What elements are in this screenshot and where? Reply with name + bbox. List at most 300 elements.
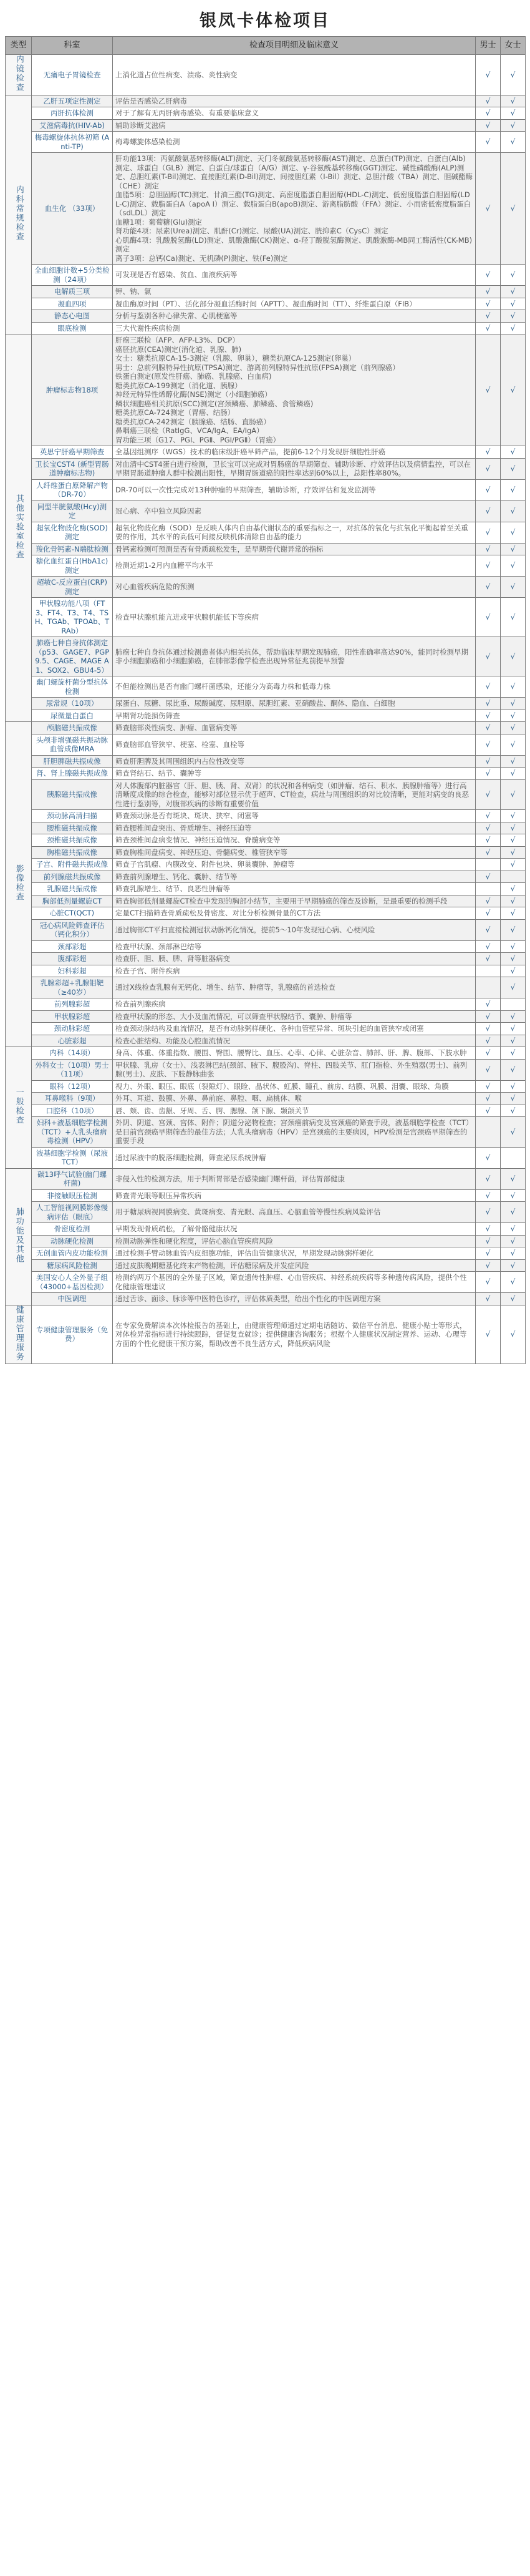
description-cell: 通过检测手臂动脉血管内皮细胞功能，评估血管健康状况，早期发现动脉粥样硬化	[113, 1247, 476, 1260]
check-mark-icon: √	[485, 287, 491, 296]
table-row	[6, 1093, 526, 1105]
male-check-cell	[476, 1272, 501, 1293]
check-mark-icon: √	[510, 739, 516, 749]
description-cell: 通过尿液中的脱落细胞检测，筛查泌尿系统肿瘤	[113, 1147, 476, 1168]
female-check-cell	[501, 859, 526, 871]
check-mark-icon: √	[485, 1208, 491, 1217]
check-mark-icon: √	[510, 120, 516, 130]
male-check-cell	[476, 334, 501, 446]
description-cell: 检查颈动脉结构及血流情况，是否有动脉粥样硬化、各种血管壁异常、斑块引起的血管狭窄或闭塞	[113, 1023, 476, 1035]
table-row	[6, 1223, 526, 1236]
table-row	[6, 153, 526, 265]
check-mark-icon: √	[485, 203, 491, 213]
check-mark-icon: √	[485, 699, 491, 708]
subject-cell: 英思宁肝癌早期筛查	[32, 446, 113, 459]
female-check-cell	[501, 55, 526, 95]
male-check-cell	[476, 55, 501, 95]
subject-cell: 妇科彩超	[32, 965, 113, 977]
category-label: 健康管理服务	[14, 1305, 24, 1362]
description-cell: 定量CT扫描筛查骨质疏松及骨密度、对比分析检测骨量的CT方法	[113, 907, 476, 920]
female-check-cell	[501, 322, 526, 334]
check-mark-icon: √	[485, 270, 491, 280]
check-mark-icon: √	[485, 527, 491, 537]
description-cell: 检查子宫、附件疾病	[113, 965, 476, 977]
table-row	[6, 907, 526, 920]
table-row	[6, 598, 526, 637]
description-cell: 早期发现骨质疏松，了解骨骼健康状况	[113, 1223, 476, 1236]
male-check-cell	[476, 1259, 501, 1272]
page-title: 银凤卡体检项目	[200, 11, 330, 31]
check-mark-icon: √	[510, 385, 516, 394]
female-check-cell	[501, 107, 526, 120]
table-row	[6, 1035, 526, 1047]
male-check-cell	[476, 1247, 501, 1260]
check-mark-icon: √	[510, 561, 516, 570]
subject-cell: 颈部彩超	[32, 940, 113, 953]
male-check-cell	[476, 871, 501, 883]
check-mark-icon: √	[485, 954, 491, 963]
subject-cell: 糖尿病风险检测	[32, 1259, 113, 1272]
table-row	[6, 919, 526, 940]
female-check-cell	[501, 1223, 526, 1236]
subject-cell: 动脉硬化检测	[32, 1235, 113, 1247]
check-mark-icon: √	[485, 311, 491, 320]
table-row	[6, 1023, 526, 1035]
table-row	[6, 859, 526, 871]
category-cell	[6, 722, 32, 1047]
check-mark-icon: √	[510, 1081, 516, 1091]
table-row	[6, 834, 526, 847]
female-check-cell	[501, 265, 526, 286]
check-mark-icon: √	[510, 651, 516, 661]
female-check-cell	[501, 310, 526, 323]
table-row	[6, 479, 526, 500]
description-cell: 对心血管疾病危险的预测	[113, 577, 476, 598]
description-cell: 在专家免费解读本次体检报告的基础上，由健康管理师通过定期电话随访、微信平台消息、健康小贴士等形式，对体检异常指标进行持续跟踪，督促复查就诊；提供健康咨询服务；根据个人健康状况制定营养、运动、心理等方面的个性化健康干预方案，帮助改善不良生活方式，降低疾病风险	[113, 1305, 476, 1364]
check-mark-icon: √	[510, 287, 516, 296]
check-mark-icon: √	[485, 1000, 491, 1008]
male-check-cell	[476, 859, 501, 871]
female-check-cell	[501, 977, 526, 998]
table-row	[6, 1293, 526, 1305]
subject-cell: 乙肝五项定性测定	[32, 95, 113, 107]
header-desc: 检查项目明细及临床意义	[113, 37, 476, 55]
table-row	[6, 132, 526, 153]
female-check-cell	[501, 871, 526, 883]
description-cell: 检测近期1-2月内血糖平均水平	[113, 555, 476, 577]
description-cell: 筛查青光眼等眼压异常疾病	[113, 1189, 476, 1202]
subject-cell: 凝血四项	[32, 298, 113, 310]
category-cell	[6, 334, 32, 722]
check-mark-icon: √	[510, 323, 516, 333]
check-mark-icon: √	[510, 823, 516, 832]
category-label: 内科常规检查	[14, 185, 24, 242]
check-mark-icon: √	[510, 1224, 516, 1233]
check-mark-icon: √	[485, 1012, 491, 1021]
check-mark-icon: √	[510, 1036, 516, 1045]
male-check-cell	[476, 1202, 501, 1223]
male-check-cell	[476, 598, 501, 637]
check-mark-icon: √	[510, 1330, 516, 1339]
description-cell: 检查甲状腺的形态、大小及血流情况，可以筛查甲状腺结节、囊肿、肿瘤等	[113, 1010, 476, 1023]
check-mark-icon: √	[510, 860, 516, 869]
description-cell: 视力、外眼、眼压、眼底（裂隙灯）、眼睑、晶状体、虹膜、瞳孔、前房、结膜、巩膜、泪囊、眼球、角膜	[113, 1080, 476, 1093]
subject-cell: 心脏CT(QCT)	[32, 907, 113, 920]
subject-cell: 颅脑磁共振成像	[32, 722, 113, 734]
description-cell: 上消化道占位性病变、溃疡、炎性病变	[113, 55, 476, 95]
table-row	[6, 1247, 526, 1260]
female-check-cell	[501, 1259, 526, 1272]
description-cell: 通过舌诊、面诊、脉诊等中医特色诊疗，评估体质类型，给出个性化的中医调理方案	[113, 1293, 476, 1305]
description-cell: 筛查肾结石、结节、囊肿等	[113, 768, 476, 780]
male-check-cell	[476, 265, 501, 286]
table-body	[6, 55, 526, 1364]
description-cell: 可发现是否有感染、贫血、血液疾病等	[113, 265, 476, 286]
check-mark-icon: √	[485, 909, 491, 917]
female-check-cell	[501, 722, 526, 734]
table-row	[6, 1047, 526, 1060]
check-mark-icon: √	[510, 527, 516, 537]
check-mark-icon: √	[510, 1249, 516, 1257]
check-mark-icon: √	[510, 70, 516, 79]
male-check-cell	[476, 119, 501, 132]
male-check-cell	[476, 577, 501, 598]
table-row	[6, 55, 526, 95]
subject-cell: 同型半胱氨酸(Hcy)测定	[32, 500, 113, 522]
description-cell: 不但能检测出是否有幽门螺杆菌感染，还能分为高毒力株和低毒力株	[113, 676, 476, 698]
check-mark-icon: √	[485, 485, 491, 494]
check-mark-icon: √	[485, 612, 491, 622]
subject-cell: 颈动脉彩超	[32, 1023, 113, 1035]
check-mark-icon: √	[510, 925, 516, 934]
female-check-cell	[501, 919, 526, 940]
description-cell: 三大代谢性疾病检测	[113, 322, 476, 334]
check-mark-icon: √	[485, 925, 491, 934]
male-check-cell	[476, 1059, 501, 1080]
female-check-cell	[501, 907, 526, 920]
check-mark-icon: √	[485, 137, 491, 147]
subject-cell: 碳13呼气试验(幽门螺杆菌)	[32, 1168, 113, 1189]
table-row	[6, 577, 526, 598]
description-cell: DR-70可以一次性完成对13种肿瘤的早期筛查，辅助诊断，疗效评估和复发监测等	[113, 479, 476, 500]
check-mark-icon: √	[485, 651, 491, 661]
male-check-cell	[476, 1223, 501, 1236]
check-mark-icon: √	[485, 464, 491, 473]
check-mark-icon: √	[510, 942, 516, 951]
check-mark-icon: √	[510, 909, 516, 917]
male-check-cell	[476, 1305, 501, 1364]
subject-cell: 全血细胞计数+5分类检测（24项）	[32, 265, 113, 286]
subject-cell: 口腔科（10项）	[32, 1105, 113, 1117]
check-mark-icon: √	[510, 485, 516, 494]
description-cell: 非侵入性的检测方法，用于判断胃部是否感染幽门螺杆菌，评估胃部健康	[113, 1168, 476, 1189]
check-mark-icon: √	[510, 847, 516, 857]
male-check-cell	[476, 322, 501, 334]
female-check-cell	[501, 1093, 526, 1105]
check-mark-icon: √	[510, 1012, 516, 1021]
male-check-cell	[476, 458, 501, 479]
description-cell: 冠心病、卒中独立风险因素	[113, 500, 476, 522]
description-cell: 筛查脑部炎性病变、肿瘤、血管病变等	[113, 722, 476, 734]
check-mark-icon: √	[485, 109, 491, 117]
female-check-cell	[501, 1305, 526, 1364]
check-mark-icon: √	[485, 836, 491, 844]
subject-cell: 胸部低剂量螺旋CT	[32, 895, 113, 907]
description-cell: 筛查腰椎间盘突出、骨质增生、神经压迫等	[113, 822, 476, 834]
table-row	[6, 998, 526, 1011]
table-row	[6, 698, 526, 710]
description-cell: 凝血酶原时间（PT）、活化部分凝血活酶时间（APTT）、凝血酶时间（TT）、纤维蛋白原（FIB）	[113, 298, 476, 310]
male-check-cell	[476, 907, 501, 920]
subject-cell: 中医调理	[32, 1293, 113, 1305]
male-check-cell	[476, 834, 501, 847]
female-check-cell	[501, 132, 526, 153]
subject-cell: 静态心电图	[32, 310, 113, 323]
male-check-cell	[476, 522, 501, 543]
subject-cell: 子宫、附件磁共振成像	[32, 859, 113, 871]
table-row	[6, 940, 526, 953]
description-cell: 检查甲状腺机能亢进或甲状腺机能低下等疾病	[113, 598, 476, 637]
subject-cell: 超氧化物歧化酶(SOD)测定	[32, 522, 113, 543]
subject-cell: 胸椎磁共振成像	[32, 846, 113, 859]
table-row	[6, 1305, 526, 1364]
subject-cell: 非接触眼压检测	[32, 1189, 113, 1202]
subject-cell: 前列腺磁共振成像	[32, 871, 113, 883]
subject-cell: 糖化血红蛋白(HbA1c)测定	[32, 555, 113, 577]
description-cell: 对人体腹部内脏器官（肝、胆、胰、肾、双肾）的状况和各种病变（如肿瘤、结石、积水、胰腺肿瘤等）进行高清晰度成像的综合检查，能够对部位显示优于超声、CT检查，病灶与周围组织的对比较清晰，更能对病变的良恶性进行鉴别等，对腹部疾病的诊断有重要价值	[113, 779, 476, 810]
table-row	[6, 298, 526, 310]
check-mark-icon: √	[510, 137, 516, 147]
check-mark-icon: √	[485, 1153, 491, 1162]
male-check-cell	[476, 1168, 501, 1189]
male-check-cell	[476, 722, 501, 734]
male-check-cell	[476, 846, 501, 859]
subject-cell: 肿瘤标志物18项	[32, 334, 113, 446]
table-row	[6, 334, 526, 446]
check-mark-icon: √	[510, 711, 516, 720]
female-check-cell	[501, 500, 526, 522]
male-check-cell	[476, 810, 501, 822]
female-check-cell	[501, 286, 526, 298]
description-cell: 辅助诊断艾滋病	[113, 119, 476, 132]
female-check-cell	[501, 779, 526, 810]
check-mark-icon: √	[485, 561, 491, 570]
description-cell: 检查甲状腺、颈部淋巴结等	[113, 940, 476, 953]
description-cell: 对血清中CST4蛋白进行检测，卫长宝可以完成对胃肠癌的早期筛查、辅助诊断、疗效评估以及病情监控，可以在早期胃肠道肿瘤人群中检测出阳性，早期胃肠道癌的阳性率达到60%以上，总阳性率80%。	[113, 458, 476, 479]
female-check-cell	[501, 1105, 526, 1117]
female-check-cell	[501, 1293, 526, 1305]
subject-cell: 妇科+液基细胞学检测（TCT）+人乳头瘤病毒检测（HPV）	[32, 1117, 113, 1148]
description-cell: 对于了解有无丙肝病毒感染、有重要临床意义	[113, 107, 476, 120]
male-check-cell	[476, 676, 501, 698]
female-check-cell	[501, 883, 526, 895]
male-check-cell	[476, 555, 501, 577]
check-mark-icon: √	[485, 1065, 491, 1074]
check-mark-icon: √	[485, 1294, 491, 1303]
check-mark-icon: √	[485, 790, 491, 799]
female-check-cell	[501, 577, 526, 598]
male-check-cell	[476, 1235, 501, 1247]
female-check-cell	[501, 637, 526, 676]
check-mark-icon: √	[485, 506, 491, 515]
check-mark-icon: √	[510, 299, 516, 308]
table-row	[6, 1059, 526, 1080]
table-row	[6, 676, 526, 698]
check-mark-icon: √	[485, 1174, 491, 1183]
subject-cell: 液基细胞学检测（尿液TCT）	[32, 1147, 113, 1168]
check-mark-icon: √	[510, 270, 516, 280]
male-check-cell	[476, 883, 501, 895]
table-row	[6, 755, 526, 768]
description-cell: 钾、钠、氯	[113, 286, 476, 298]
subject-cell: 颈动脉高清扫描	[32, 810, 113, 822]
table-row	[6, 1080, 526, 1093]
description-cell: 筛查前列腺增生、钙化、囊肿、结节等	[113, 871, 476, 883]
check-mark-icon: √	[510, 311, 516, 320]
male-check-cell	[476, 768, 501, 780]
male-check-cell	[476, 895, 501, 907]
subject-cell: 人工智能视网膜影像慢病评估（眼底）	[32, 1202, 113, 1223]
table-row	[6, 95, 526, 107]
table-row	[6, 458, 526, 479]
table-row	[6, 810, 526, 822]
female-check-cell	[501, 1168, 526, 1189]
female-check-cell	[501, 895, 526, 907]
header-subject: 科室	[32, 37, 113, 55]
check-mark-icon: √	[510, 790, 516, 799]
check-mark-icon: √	[510, 966, 516, 975]
check-mark-icon: √	[510, 1106, 516, 1115]
description-cell: 筛查颈椎间盘病变情况、神经压迫情况、脊髓病变等	[113, 834, 476, 847]
table-row	[6, 1147, 526, 1168]
subject-cell: 肝胆脾磁共振成像	[32, 755, 113, 768]
male-check-cell	[476, 1047, 501, 1060]
description-cell: 通过胸部CT平扫直接检测冠状动脉钙化情况，提前5～10年发现冠心病、心梗风险	[113, 919, 476, 940]
check-mark-icon: √	[510, 1277, 516, 1287]
table-row	[6, 555, 526, 577]
female-check-cell	[501, 1047, 526, 1060]
male-check-cell	[476, 1080, 501, 1093]
female-check-cell	[501, 734, 526, 755]
check-mark-icon: √	[510, 96, 516, 105]
check-mark-icon: √	[485, 447, 491, 456]
description-cell: 评估是否感染乙肝病毒	[113, 95, 476, 107]
check-mark-icon: √	[485, 385, 491, 394]
check-mark-icon: √	[510, 203, 516, 213]
subject-cell: 血生化 （33项）	[32, 153, 113, 265]
female-check-cell	[501, 710, 526, 722]
table-row	[6, 446, 526, 459]
description-cell: 用于糖尿病视网膜病变、黄斑病变、青光眼、高血压、心脑血管等慢性疾病风险评估	[113, 1202, 476, 1223]
subject-cell: 尿常规（10项）	[32, 698, 113, 710]
check-mark-icon: √	[485, 70, 491, 79]
table-row	[6, 895, 526, 907]
female-check-cell	[501, 1189, 526, 1202]
description-cell: 筛查脑部血管狭窄、梗塞、栓塞、血栓等	[113, 734, 476, 755]
checkup-table	[5, 36, 526, 1364]
check-mark-icon: √	[485, 582, 491, 592]
description-cell: 超氧化物歧化酶（SOD）是反映人体内自由基代谢状态的重要指标之一，对抗体的氧化与抗氧化平衡起着至关重要的作用，其水平的高低可间接反映机体清除自由基的能力	[113, 522, 476, 543]
table-row	[6, 500, 526, 522]
female-check-cell	[501, 953, 526, 965]
male-check-cell	[476, 107, 501, 120]
subject-cell: 幽门螺旋杆菌分型抗体检测	[32, 676, 113, 698]
description-cell: 尿蛋白、尿糖、尿比重、尿酸碱度、尿胆原、尿胆红素、亚硝酸盐、酮体、隐血、白细胞	[113, 698, 476, 710]
table-row	[6, 883, 526, 895]
subject-cell: 艾滋病毒抗(HIV-Ab)	[32, 119, 113, 132]
description-cell: 筛查子宫肌瘤、内膜改变、附件包块、卵巢囊肿、肿瘤等	[113, 859, 476, 871]
table-row	[6, 822, 526, 834]
check-mark-icon: √	[485, 299, 491, 308]
female-check-cell	[501, 1147, 526, 1168]
check-mark-icon: √	[485, 1024, 491, 1033]
female-check-cell	[501, 846, 526, 859]
check-mark-icon: √	[510, 612, 516, 622]
male-check-cell	[476, 1023, 501, 1035]
female-check-cell	[501, 555, 526, 577]
table-row	[6, 1189, 526, 1202]
female-check-cell	[501, 119, 526, 132]
description-cell: 外耳、耳道、鼓膜、外鼻、鼻前庭、鼻腔、咽、扁桃体、喉	[113, 1093, 476, 1105]
male-check-cell	[476, 1147, 501, 1168]
check-mark-icon: √	[485, 323, 491, 333]
check-mark-icon: √	[485, 1224, 491, 1233]
description-cell: 外阴、阴道、宫颈、宫体、附件；阴道分泌物检查；宫颈癌前病变及宫颈癌的筛查手段，液基细胞学检查（TCT）是目前宫颈癌早期筛查的最佳方法；人乳头瘤病毒（HPV）是宫颈癌的主要病因，HPV检测是宫颈癌早期筛查的重要手段	[113, 1117, 476, 1148]
table-row	[6, 1168, 526, 1189]
table-row	[6, 1010, 526, 1023]
male-check-cell	[476, 1293, 501, 1305]
female-check-cell	[501, 95, 526, 107]
male-check-cell	[476, 977, 501, 998]
subject-cell: 骨密度检测	[32, 1223, 113, 1236]
female-check-cell	[501, 1247, 526, 1260]
category-label: 一般检查	[14, 1088, 24, 1125]
subject-cell: 甲状腺功能八项（FT3、FT4、T3、T4、TSH、TGAb、TPOAb、TRAb）	[32, 598, 113, 637]
table-row	[6, 119, 526, 132]
check-mark-icon: √	[485, 739, 491, 749]
header-male: 男士	[476, 37, 501, 55]
male-check-cell	[476, 698, 501, 710]
subject-cell: 美国安心人全外显子组（43000+基因检测）	[32, 1272, 113, 1293]
description-cell: 肺癌七种自身抗体通过检测患者体内相关抗体，帮助临床早期发现肺癌，阳性准确率高达90%，能同时检测早期非小细胞肺癌和小细胞肺癌，在肺部影像学检查出现异常征兆前提早预警	[113, 637, 476, 676]
category-cell	[6, 55, 32, 95]
subject-cell: 无创血管内皮功能检测	[32, 1247, 113, 1260]
description-cell: 检查肝、胆、胰、脾、肾等脏器病变	[113, 953, 476, 965]
check-mark-icon: √	[485, 872, 491, 881]
check-mark-icon: √	[485, 1048, 491, 1057]
subject-cell: 颈椎磁共振成像	[32, 834, 113, 847]
table-row	[6, 107, 526, 120]
table-row	[6, 1235, 526, 1247]
subject-cell: 外科女士（10项）男士（11项）	[32, 1059, 113, 1080]
check-mark-icon: √	[510, 447, 516, 456]
subject-cell: 丙肝抗体检测	[32, 107, 113, 120]
check-mark-icon: √	[510, 954, 516, 963]
subject-cell: 冠心病风险筛查评估（钙化积分）	[32, 919, 113, 940]
category-label: 内镜检查	[14, 55, 24, 92]
category-cell	[6, 1047, 32, 1169]
female-check-cell	[501, 755, 526, 768]
check-mark-icon: √	[485, 1081, 491, 1091]
female-check-cell	[501, 822, 526, 834]
category-label: 肺功能及其他	[14, 1207, 24, 1264]
check-mark-icon: √	[510, 1024, 516, 1033]
description-cell: 分析与鉴别各种心律失常、心肌梗塞等	[113, 310, 476, 323]
table-row	[6, 977, 526, 998]
check-mark-icon: √	[485, 756, 491, 766]
description-cell: 通过皮肤晚期糖基化终末产物检测，评估糖尿病及并发症风险	[113, 1259, 476, 1272]
check-mark-icon: √	[510, 1261, 516, 1270]
